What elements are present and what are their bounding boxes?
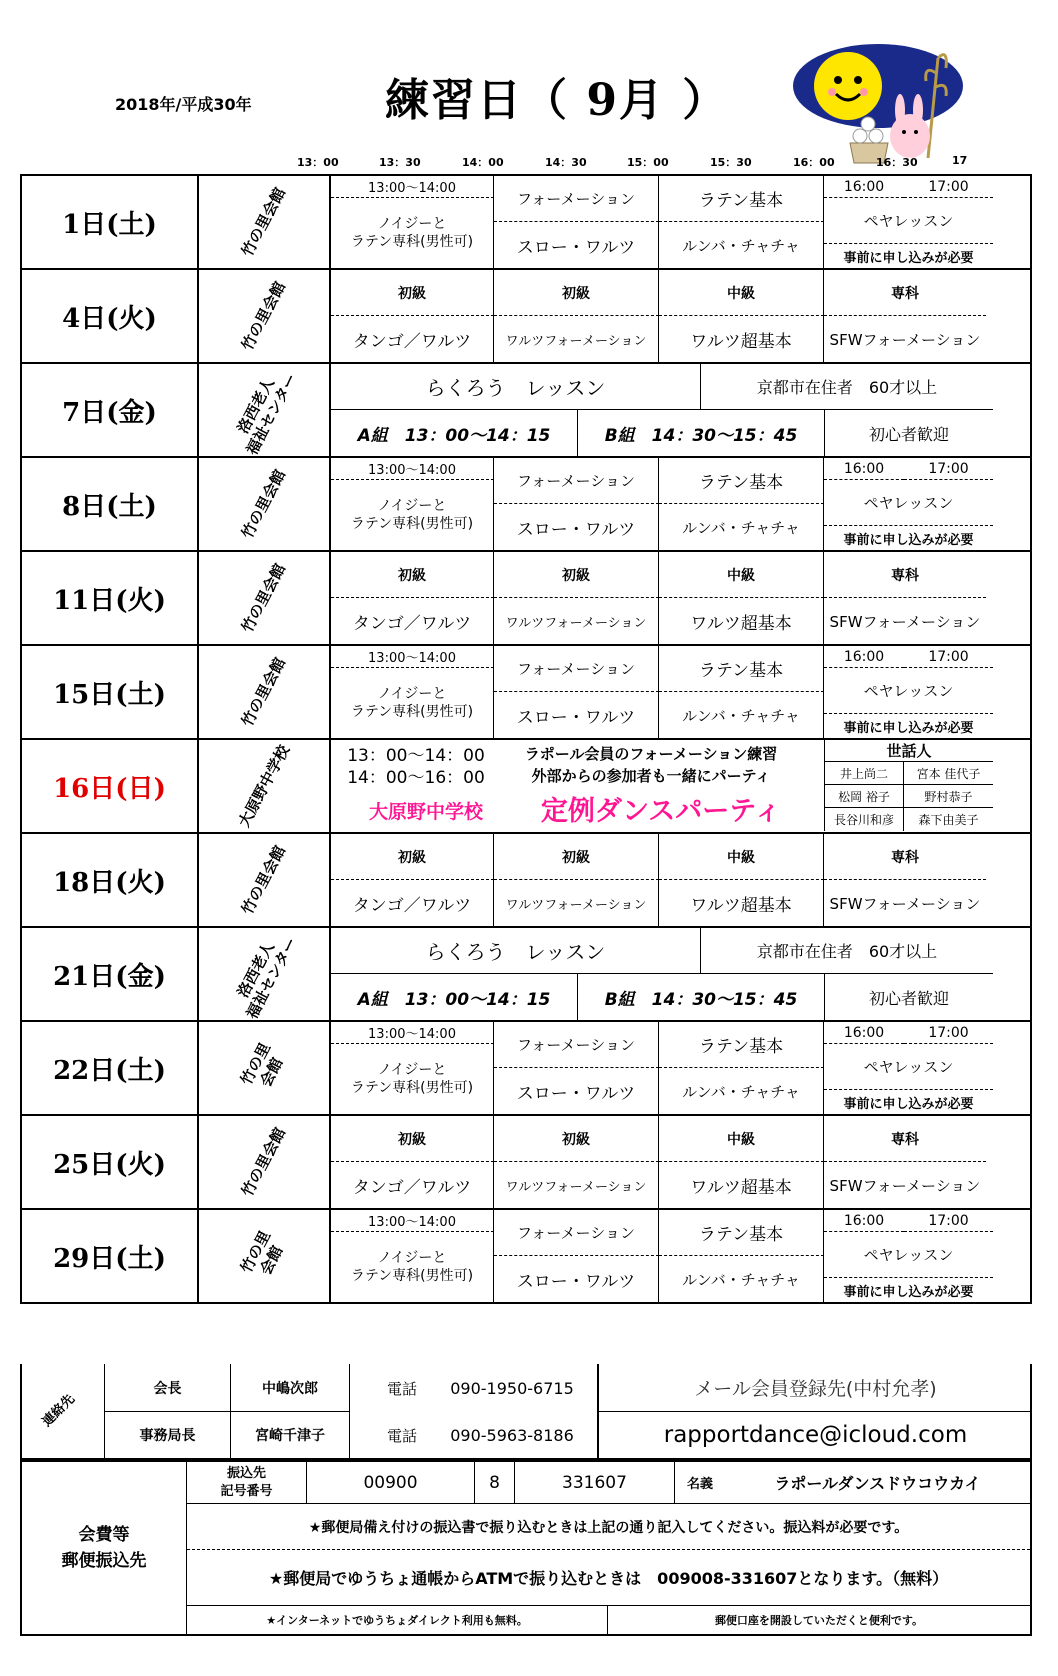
sfw-formation-class: SFWフォーメーション — [829, 1176, 981, 1195]
pair-time-start: 16:00 — [824, 176, 904, 198]
row-date: 8日(土) — [22, 458, 199, 550]
account-name-label: 名義 — [675, 1462, 725, 1504]
noisy-latin-class: ノイジーと ラテン専科(男性可) — [331, 1232, 494, 1302]
noisy-time: 13:00～14:00 — [331, 458, 494, 480]
venue-label: 竹の里 会館 — [237, 1227, 287, 1278]
venue-label: 竹の里会館 — [238, 654, 290, 730]
row-date: 16日(日) — [22, 740, 199, 832]
formation-class: フォーメーション — [494, 176, 659, 222]
latin-basic-class: ラテン基本 — [659, 1210, 824, 1256]
row-date: 18日(火) — [22, 834, 199, 926]
pair-time-end: 17:00 — [904, 1022, 993, 1044]
pair-lesson: ペヤレッスン — [824, 1044, 993, 1090]
venue-label: 洛西老人 福祉センター — [234, 370, 301, 458]
noisy-latin-class: ノイジーと ラテン専科(男性可) — [331, 668, 494, 738]
schedule-row — [20, 364, 1032, 458]
venue-label: 竹の里会館 — [238, 842, 290, 918]
contact-email[interactable]: rapportdance@icloud.com — [597, 1412, 1032, 1458]
postal-note-4: 郵便口座を開設していただくと便利です。 — [607, 1606, 1030, 1634]
row-content — [331, 646, 1030, 738]
row-date: 29日(土) — [22, 1210, 199, 1302]
latin-basic-class: ラテン基本 — [659, 646, 824, 692]
row-venue — [199, 740, 331, 832]
schedule-row — [20, 552, 1032, 646]
level-label: 専科 — [824, 834, 986, 880]
rumba-class: ルンバ・チャチャ — [659, 222, 824, 268]
venue-label: 竹の里会館 — [238, 560, 290, 636]
latin-basic-class: ラテン基本 — [659, 176, 824, 222]
pair-time-end: 17:00 — [904, 1210, 993, 1232]
pair-note: 事前に申し込みが必要 — [843, 532, 974, 548]
time-tick: 17 — [952, 154, 968, 167]
time-tick: 15：00 — [627, 156, 669, 169]
slow-waltz-class: スロー・ワルツ — [494, 692, 659, 738]
contact-label: 連絡先 — [39, 1391, 78, 1430]
account-code-2: 8 — [475, 1462, 515, 1504]
mail-registration-label: メール会員登録先(中村允孝) — [597, 1364, 1032, 1412]
waltz-basic-class: ワルツ超基本 — [659, 880, 824, 926]
pair-time-end: 17:00 — [904, 646, 993, 668]
account-label: 振込先 記号番号 — [187, 1462, 307, 1504]
formation-class: フォーメーション — [494, 458, 659, 504]
row-date: 11日(火) — [22, 552, 199, 644]
row-content — [331, 1022, 1030, 1114]
host-name: 野村恭子 — [904, 785, 993, 808]
pair-note: 事前に申し込みが必要 — [843, 720, 974, 736]
level-label: 中級 — [659, 834, 824, 880]
pair-lesson: ペヤレッスン — [824, 1232, 993, 1278]
schedule-row — [20, 928, 1032, 1022]
level-label: 初級 — [331, 834, 494, 880]
formation-class: フォーメーション — [494, 1210, 659, 1256]
noisy-latin-class: ノイジーと ラテン専科(男性可) — [331, 198, 494, 268]
party-school: 大原野中学校 — [368, 800, 483, 823]
host-name: 長谷川和彦 — [824, 808, 904, 831]
schedule-row — [20, 1022, 1032, 1116]
postal-label: 会費等 郵便振込先 — [22, 1462, 187, 1634]
contact-section — [20, 1364, 1032, 1460]
level-label: 専科 — [824, 552, 986, 598]
row-date: 25日(火) — [22, 1116, 199, 1208]
party-desc-1: ラポール会員のフォーメーション練習 — [524, 744, 778, 763]
party-time-2: 14：00～16：00 — [347, 767, 485, 788]
level-label: 中級 — [659, 270, 824, 316]
level-label: 中級 — [659, 1116, 824, 1162]
row-venue — [199, 928, 331, 1020]
level-label: 専科 — [824, 1116, 986, 1162]
time-tick: 16：00 — [793, 156, 835, 169]
waltz-formation-class: ワルツフォーメーション — [494, 1162, 659, 1208]
group-b-time: B組 14：30～15：45 — [578, 974, 825, 1020]
row-content — [331, 552, 1030, 644]
group-a-time: A組 13：00～14：15 — [331, 974, 578, 1020]
moon-rabbit-illustration — [788, 28, 998, 173]
pair-note: 事前に申し込みが必要 — [843, 250, 974, 266]
row-content — [331, 176, 1030, 268]
row-venue — [199, 176, 331, 268]
pair-lesson: ペヤレッスン — [824, 480, 993, 526]
time-tick: 15：30 — [710, 156, 752, 169]
row-content — [331, 740, 1030, 832]
row-venue — [199, 1210, 331, 1302]
venue-label: 竹の里会館 — [238, 466, 290, 542]
row-date: 22日(土) — [22, 1022, 199, 1114]
kyoto-senior-note: 京都市在住者 60才以上 — [701, 928, 993, 974]
row-content — [331, 1116, 1030, 1208]
postal-note-3: ★インターネットでゆうちょダイレクト利用も無料。 — [266, 1614, 528, 1627]
hosts-title: 世話人 — [824, 740, 993, 762]
kyoto-senior-note: 京都市在住者 60才以上 — [701, 364, 993, 410]
tango-waltz-class: タンゴ／ワルツ — [331, 598, 494, 644]
time-tick: 16：30 — [876, 156, 918, 169]
row-venue — [199, 552, 331, 644]
row-content — [331, 458, 1030, 550]
schedule-row — [20, 1116, 1032, 1210]
contact-tel-label-2: 電話 — [386, 1426, 417, 1445]
tango-waltz-class: タンゴ／ワルツ — [331, 316, 494, 362]
waltz-formation-class: ワルツフォーメーション — [494, 316, 659, 362]
row-venue — [199, 364, 331, 456]
schedule-row — [20, 834, 1032, 928]
noisy-time: 13:00～14:00 — [331, 1022, 494, 1044]
time-tick: 14：00 — [462, 156, 504, 169]
row-content — [331, 928, 1030, 1020]
rakurou-lesson: らくろう レッスン — [331, 364, 701, 410]
pair-lesson: ペヤレッスン — [824, 668, 993, 714]
year-label: 2018年/平成30年 — [115, 95, 252, 114]
noisy-time: 13:00～14:00 — [331, 1210, 494, 1232]
row-venue — [199, 458, 331, 550]
schedule-row — [20, 646, 1032, 740]
venue-label: 竹の里会館 — [238, 184, 290, 260]
host-name: 宮本 佳代子 — [904, 762, 993, 785]
postal-note-1: ★郵便局備え付けの振込書で振り込むときは上記の通り記入してください。振込料が必要です。 — [187, 1504, 1030, 1550]
schedule-row — [20, 458, 1032, 552]
row-venue — [199, 834, 331, 926]
beginner-welcome: 初心者歓迎 — [868, 424, 949, 444]
time-tick: 13：00 — [297, 156, 339, 169]
contact-role-secretary: 事務局長 — [104, 1412, 231, 1458]
group-a-time: A組 13：00～14：15 — [331, 410, 578, 456]
waltz-basic-class: ワルツ超基本 — [659, 598, 824, 644]
row-content — [331, 1210, 1030, 1302]
row-date: 1日(土) — [22, 176, 199, 268]
slow-waltz-class: スロー・ワルツ — [494, 504, 659, 550]
venue-label: 竹の里 会館 — [237, 1039, 287, 1090]
row-date: 21日(金) — [22, 928, 199, 1020]
pair-time-start: 16:00 — [824, 646, 904, 668]
account-code-1: 00900 — [307, 1462, 475, 1504]
formation-class: フォーメーション — [494, 646, 659, 692]
schedule-row — [20, 1210, 1032, 1304]
schedule-row — [20, 174, 1032, 270]
noisy-latin-class: ノイジーと ラテン専科(男性可) — [331, 1044, 494, 1114]
noisy-time: 13:00～14:00 — [331, 646, 494, 668]
row-content — [331, 270, 1030, 362]
pair-time-end: 17:00 — [904, 458, 993, 480]
account-code-3: 331607 — [515, 1462, 675, 1504]
sfw-formation-class: SFWフォーメーション — [829, 330, 981, 349]
rumba-class: ルンバ・チャチャ — [659, 504, 824, 550]
level-label: 初級 — [331, 552, 494, 598]
slow-waltz-class: スロー・ワルツ — [494, 222, 659, 268]
contact-role-president: 会長 — [104, 1364, 231, 1412]
schedule-row — [20, 270, 1032, 364]
venue-label: 竹の里会館 — [238, 278, 290, 354]
waltz-basic-class: ワルツ超基本 — [659, 316, 824, 362]
time-tick: 14：30 — [545, 156, 587, 169]
waltz-basic-class: ワルツ超基本 — [659, 1162, 824, 1208]
formation-class: フォーメーション — [494, 1022, 659, 1068]
latin-basic-class: ラテン基本 — [659, 458, 824, 504]
level-label: 中級 — [659, 552, 824, 598]
level-label: 専科 — [824, 270, 986, 316]
contact-name-president: 中嶋次郎 — [231, 1364, 350, 1412]
pair-time-start: 16:00 — [824, 1210, 904, 1232]
row-venue — [199, 1022, 331, 1114]
beginner-welcome: 初心者歓迎 — [868, 988, 949, 1008]
group-b-time: B組 14：30～15：45 — [578, 410, 825, 456]
row-content — [331, 364, 1030, 456]
latin-basic-class: ラテン基本 — [659, 1022, 824, 1068]
rumba-class: ルンバ・チャチャ — [659, 1256, 824, 1302]
row-date: 4日(火) — [22, 270, 199, 362]
contact-tel-label-1: 電話 — [386, 1379, 417, 1398]
host-name: 森下由美子 — [918, 813, 979, 827]
row-content — [331, 834, 1030, 926]
party-time-1: 13：00～14：00 — [347, 745, 485, 766]
waltz-formation-class: ワルツフォーメーション — [494, 598, 659, 644]
postal-section — [20, 1460, 1032, 1636]
tango-waltz-class: タンゴ／ワルツ — [331, 880, 494, 926]
level-label: 初級 — [494, 552, 659, 598]
venue-label: 大原野中学校 — [234, 742, 294, 830]
level-label: 初級 — [331, 270, 494, 316]
row-venue — [199, 270, 331, 362]
page-title: 練習日（ 9月 ） — [385, 75, 729, 126]
venue-label: 竹の里会館 — [238, 1124, 290, 1200]
venue-label: 洛西老人 福祉センター — [234, 934, 301, 1022]
row-date: 15日(土) — [22, 646, 199, 738]
schedule-table — [20, 174, 1032, 1304]
party-event: 定例ダンスパーティ — [540, 795, 782, 827]
level-label: 初級 — [494, 834, 659, 880]
time-axis — [0, 154, 1058, 170]
level-label: 初級 — [331, 1116, 494, 1162]
pair-time-start: 16:00 — [824, 458, 904, 480]
noisy-time: 13:00～14:00 — [331, 176, 494, 198]
account-name: ラポールダンスドウコウカイ — [725, 1462, 1030, 1504]
contact-name-secretary: 宮崎千津子 — [231, 1412, 350, 1458]
rakurou-lesson: らくろう レッスン — [331, 928, 701, 974]
host-name: 井上尚二 — [824, 762, 904, 785]
party-desc-2: 外部からの参加者も一緒にパーティ — [531, 766, 771, 785]
slow-waltz-class: スロー・ワルツ — [494, 1068, 659, 1114]
pair-note: 事前に申し込みが必要 — [843, 1284, 974, 1300]
level-label: 初級 — [494, 270, 659, 316]
contact-tel-president: 090-1950-6715 — [450, 1378, 574, 1398]
sfw-formation-class: SFWフォーメーション — [829, 612, 981, 631]
row-venue — [199, 646, 331, 738]
row-venue — [199, 1116, 331, 1208]
slow-waltz-class: スロー・ワルツ — [494, 1256, 659, 1302]
waltz-formation-class: ワルツフォーメーション — [494, 880, 659, 926]
contact-tel-secretary: 090-5963-8186 — [450, 1425, 574, 1445]
pair-lesson: ペヤレッスン — [824, 198, 993, 244]
schedule-row — [20, 740, 1032, 834]
rumba-class: ルンバ・チャチャ — [659, 1068, 824, 1114]
pair-note: 事前に申し込みが必要 — [843, 1096, 974, 1112]
noisy-latin-class: ノイジーと ラテン専科(男性可) — [331, 480, 494, 550]
time-tick: 13：30 — [379, 156, 421, 169]
postal-note-2: ★郵便局でゆうちょ通帳からATMで振り込むときは 009008-331607となります。（無料） — [187, 1550, 1030, 1606]
tango-waltz-class: タンゴ／ワルツ — [331, 1162, 494, 1208]
host-name: 松岡 裕子 — [824, 785, 904, 808]
row-date: 7日(金) — [22, 364, 199, 456]
pair-time-end: 17:00 — [904, 176, 993, 198]
level-label: 初級 — [494, 1116, 659, 1162]
rumba-class: ルンバ・チャチャ — [659, 692, 824, 738]
pair-time-start: 16:00 — [824, 1022, 904, 1044]
sfw-formation-class: SFWフォーメーション — [829, 894, 981, 913]
